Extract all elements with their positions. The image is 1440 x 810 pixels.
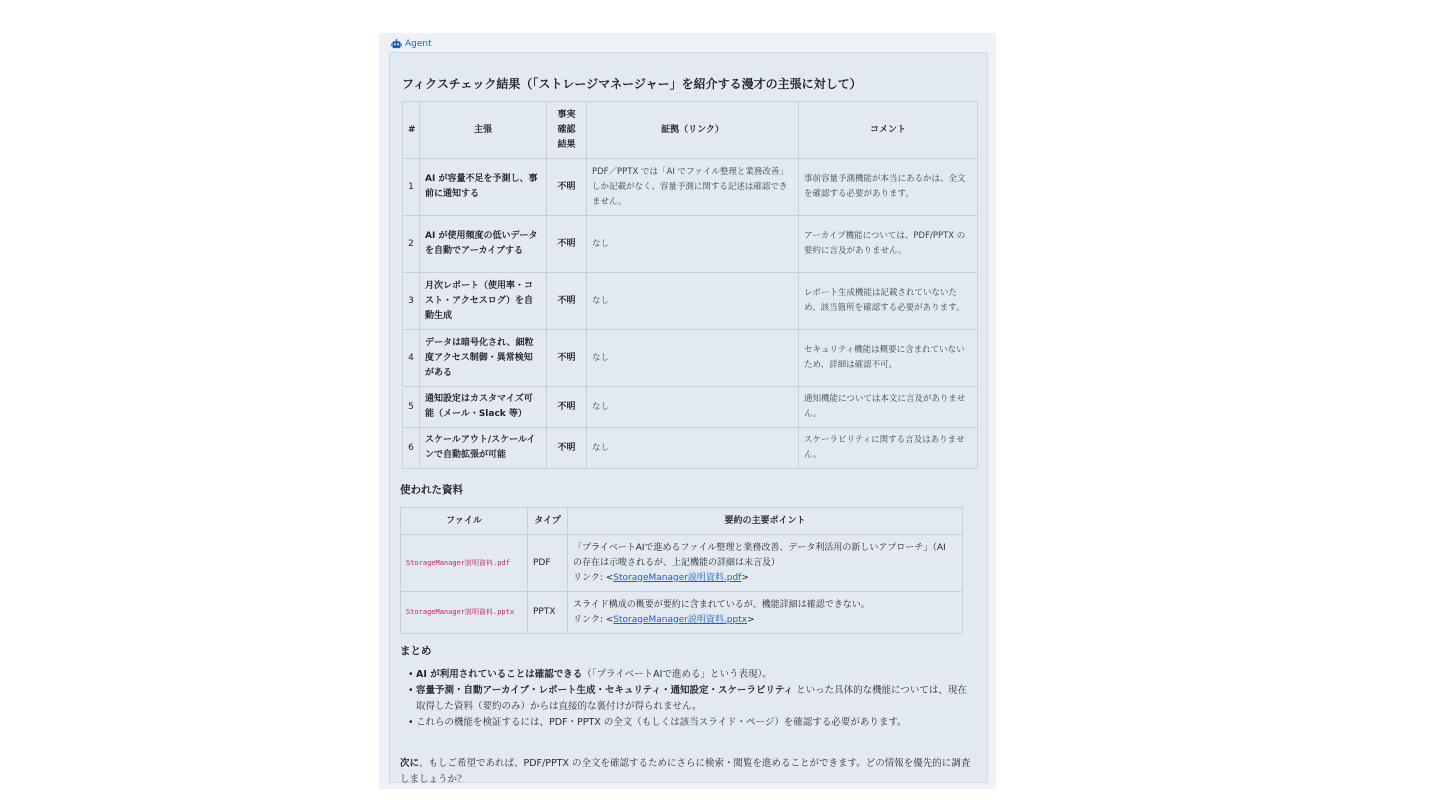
item-bold: AI が利用されていることは確認できる — [416, 669, 583, 680]
closing-text: 、もしご希望であれば、PDF/PPTX の全文を確認するためにさらに検索・閲覧を進めることができます。どの情報を優先的に調査しましょうか？ — [400, 758, 971, 785]
item-text: （「プライベートAIで進める」という表現）。 — [582, 669, 772, 680]
item-text: これらの機能を検証するには、PDF・PPTX の全文（もしくは該当スライド・ページ）を確認する必要があります。 — [416, 717, 907, 728]
source-type: PPTX — [528, 592, 568, 634]
source-type: PDF — [528, 535, 568, 592]
row-evidence: なし — [587, 216, 799, 273]
item-bold: 容量予測・自動アーカイブ・レポート生成・セキュリティ・通知設定・スケーラビリティ — [416, 685, 794, 696]
summary-text: 「プライベートAIで進めるファイル整理と業務改善、データ利活用の新しいアプローチ」（AI の存在は示唆されるが、上記機能の詳細は未言及） — [573, 542, 946, 568]
summary-text: スライド構成の概要が要約に含まれているが、機能詳細は確認できない。 — [573, 599, 870, 610]
robot-icon — [391, 39, 402, 50]
item-text: といった具体的な機能については、現在取得した資料（要約のみ）からは直接的な裏付けが得られません。 — [416, 685, 967, 712]
summary-link-line — [573, 613, 957, 628]
message-title: フィクスチェック結果（「ストレージマネージャー」を紹介する漫才の主張に対して） — [402, 77, 862, 91]
factcheck-table — [402, 101, 978, 469]
row-comment: 通知機能については本文に言及がありません。 — [799, 387, 978, 428]
table-row — [401, 535, 963, 592]
header-claim: 主張 — [420, 102, 547, 159]
row-num: 1 — [403, 159, 420, 216]
row-claim: AI が容量不足を予測し、事前に通知する — [420, 159, 547, 216]
table-row — [403, 273, 978, 330]
source-file — [401, 535, 528, 592]
summary-list — [408, 667, 973, 731]
header-type: タイプ — [528, 508, 568, 535]
table-row — [403, 216, 978, 273]
link-suffix: > — [741, 572, 749, 583]
row-evidence: なし — [587, 428, 799, 469]
row-evidence: なし — [587, 273, 799, 330]
table-row — [403, 330, 978, 387]
row-claim: 通知設定はカスタマイズ可能（メール・Slack 等） — [420, 387, 547, 428]
source-link-pptx[interactable]: StorageManager説明資料.pptx — [613, 614, 748, 625]
row-claim: スケールアウト/スケールインで自動拡張が可能 — [420, 428, 547, 469]
source-summary — [568, 592, 963, 634]
row-comment: アーカイブ機能については、PDF/PPTX の要約に言及がありません。 — [799, 216, 978, 273]
row-num: 6 — [403, 428, 420, 469]
header-file: ファイル — [401, 508, 528, 535]
source-summary — [568, 535, 963, 592]
list-item — [408, 715, 973, 731]
agent-header — [391, 37, 432, 51]
row-comment: レポート生成機能は記載されていないため、該当箇所を確認する必要があります。 — [799, 273, 978, 330]
table-row — [403, 159, 978, 216]
table-row — [401, 592, 963, 634]
row-evidence: なし — [587, 387, 799, 428]
link-suffix: > — [747, 614, 755, 625]
list-item — [408, 667, 973, 683]
row-num: 5 — [403, 387, 420, 428]
source-link-pdf[interactable]: StorageManager説明資料.pdf — [613, 572, 742, 583]
row-result: 不明 — [547, 273, 587, 330]
agent-message — [389, 52, 988, 783]
row-result: 不明 — [547, 387, 587, 428]
closing-paragraph — [400, 756, 972, 788]
header-evidence: 証拠（リンク） — [587, 102, 799, 159]
header-result: 事実確認結果 — [547, 102, 587, 159]
row-num: 3 — [403, 273, 420, 330]
table-row — [403, 428, 978, 469]
link-prefix: リンク: < — [573, 614, 614, 625]
row-result: 不明 — [547, 330, 587, 387]
row-num: 4 — [403, 330, 420, 387]
summary-heading: まとめ — [400, 645, 432, 657]
file-name: StorageManager説明資料.pptx — [406, 608, 515, 616]
row-num: 2 — [403, 216, 420, 273]
closing-bold: 次に — [400, 758, 420, 769]
agent-label: Agent — [405, 39, 432, 49]
sources-table — [400, 507, 963, 634]
chat-panel — [379, 33, 996, 789]
list-item — [408, 683, 973, 715]
header-comment: コメント — [799, 102, 978, 159]
row-comment: 事前容量予測機能が本当にあるかは、全文を確認する必要があります。 — [799, 159, 978, 216]
table-row — [403, 387, 978, 428]
row-claim: AI が使用頻度の低いデータを自動でアーカイブする — [420, 216, 547, 273]
file-name: StorageManager説明資料.pdf — [406, 558, 510, 567]
row-claim: データは暗号化され、細粒度アクセス制御・異常検知がある — [420, 330, 547, 387]
summary-link-line — [573, 571, 957, 586]
row-claim: 月次レポート（使用率・コスト・アクセスログ）を自動生成 — [420, 273, 547, 330]
row-result: 不明 — [547, 159, 587, 216]
header-summary: 要約の主要ポイント — [568, 508, 963, 535]
table-header-row — [403, 102, 978, 159]
row-comment: スケーラビリティに関する言及はありません。 — [799, 428, 978, 469]
row-comment: セキュリティ機能は概要に含まれていないため、詳細は確認不可。 — [799, 330, 978, 387]
row-evidence: PDF／PPTX では「AI でファイル整理と業務改善」しか記載がなく、容量予測に関する記述は確認できません。 — [587, 159, 799, 216]
source-file — [401, 592, 528, 634]
row-result: 不明 — [547, 428, 587, 469]
sources-heading: 使われた資料 — [400, 484, 463, 496]
header-num: # — [403, 102, 420, 159]
link-prefix: リンク: < — [573, 572, 614, 583]
table-header-row — [401, 508, 963, 535]
row-evidence: なし — [587, 330, 799, 387]
row-result: 不明 — [547, 216, 587, 273]
